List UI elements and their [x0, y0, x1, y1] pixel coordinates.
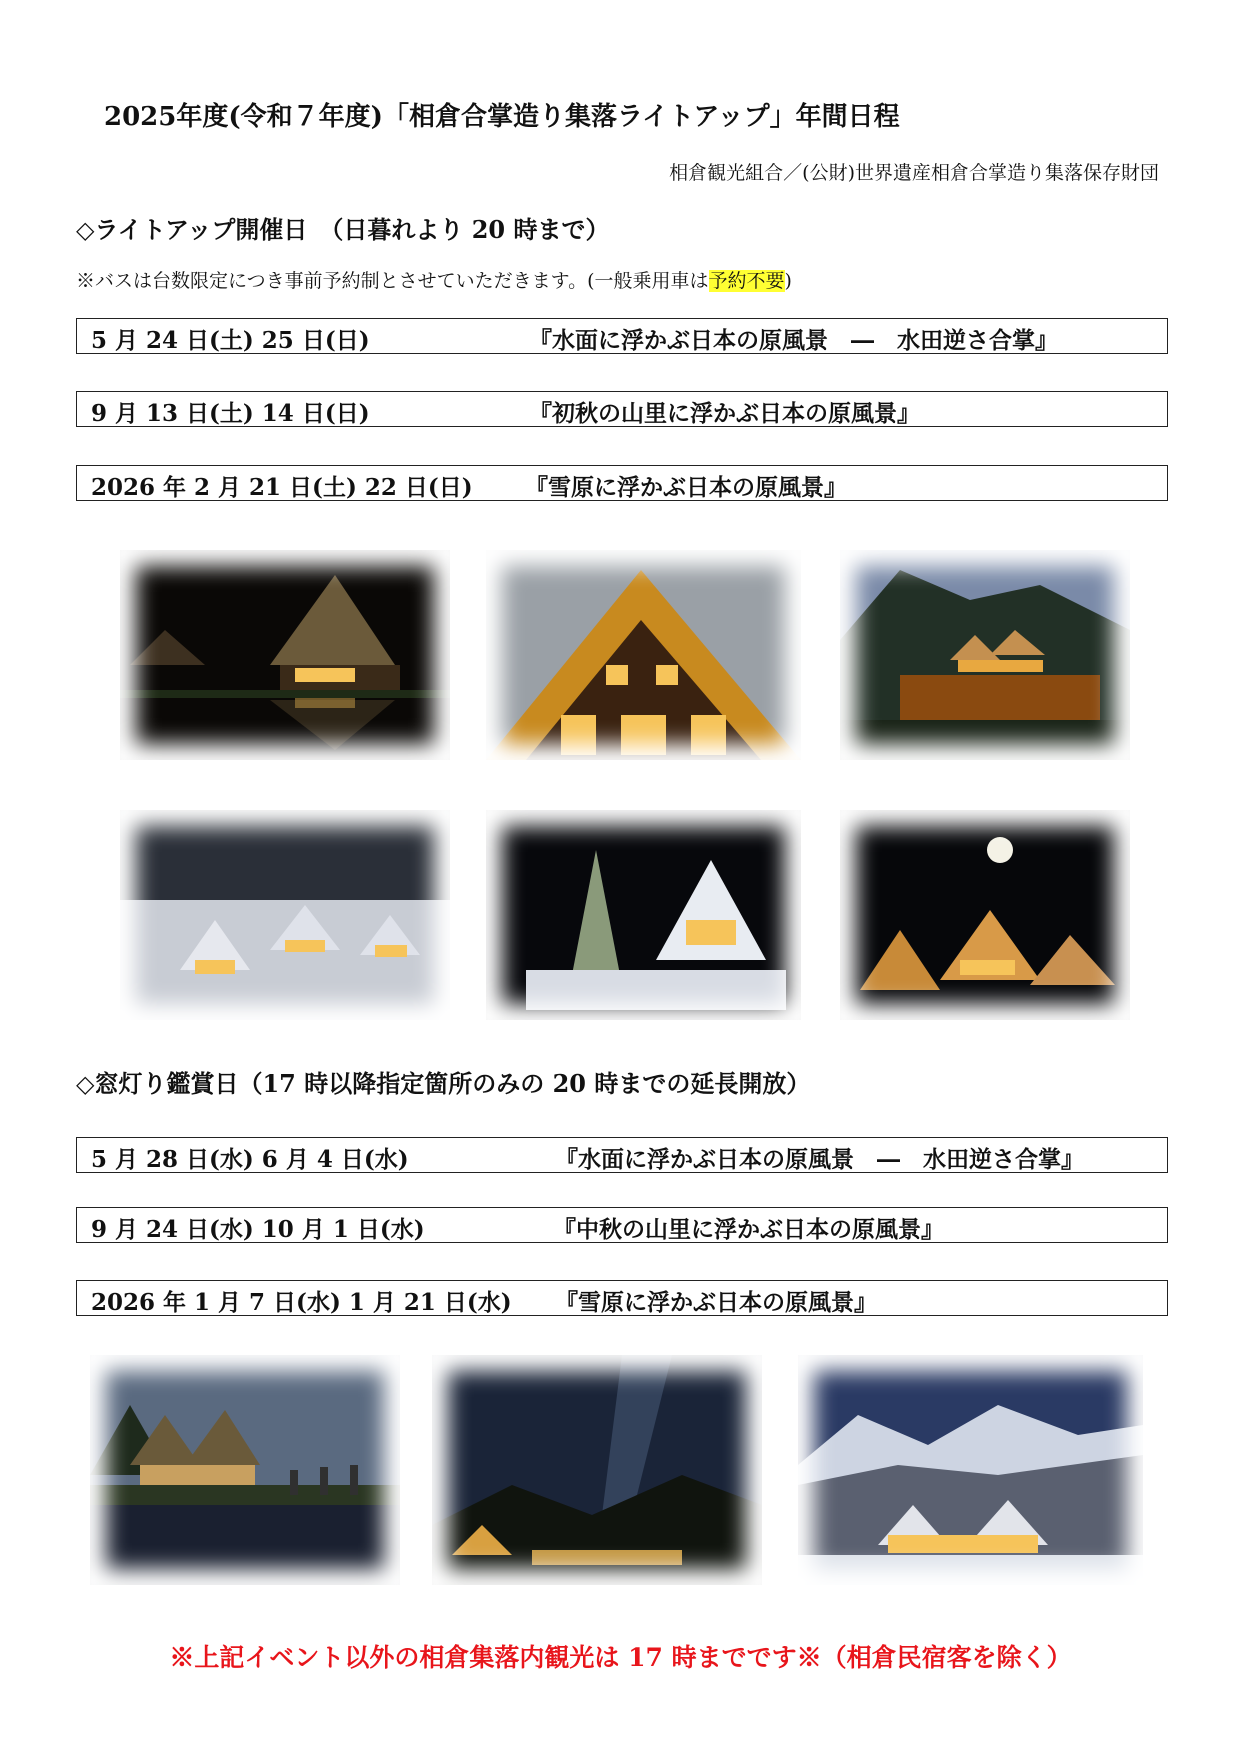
window-event-2 [76, 1207, 1168, 1243]
photo-snow-mountain-village [798, 1355, 1143, 1585]
event-theme: 『中秋の山里に浮かぶ日本の原風景』 [553, 1216, 944, 1243]
organizer: 相倉観光組合／(公財)世界遺産相倉合掌造り集落保存財団 [669, 162, 1159, 184]
page-title: 2025年度(令和７年度)「相倉合掌造り集落ライトアップ」年間日程 [104, 102, 900, 132]
event-theme: 『水面に浮かぶ日本の原風景 ― 水田逆さ合掌』 [555, 1146, 1084, 1173]
photo-rice-field-reflection [120, 550, 450, 760]
event-date: 5 月 28 日(水) 6 月 4 日(水) [91, 1146, 409, 1173]
bus-reservation-note: ※バスは台数限定につき事前予約制とさせていただきます。(一般乗用車は予約不要) [76, 270, 792, 292]
photo-visitors-rice-field [90, 1355, 400, 1585]
event-theme: 『雪原に浮かぶ日本の原風景』 [525, 474, 847, 501]
photo-full-moon-gassho [840, 810, 1130, 1020]
lightup-event-1 [76, 318, 1168, 354]
highlight-no-reservation: 予約不要 [708, 270, 785, 292]
lightup-event-2 [76, 391, 1168, 427]
window-event-1 [76, 1137, 1168, 1173]
photo-snow-village-overview [120, 810, 450, 1020]
window-event-3 [76, 1280, 1168, 1316]
event-date: 2026 年 1 月 7 日(水) 1 月 21 日(水) [91, 1289, 512, 1316]
photo-thatched-gable [486, 550, 801, 760]
window-viewing-heading: ◇窓灯り鑑賞日（17 時以降指定箇所のみの 20 時までの延長開放） [76, 1069, 811, 1098]
event-date: 2026 年 2 月 21 日(土) 22 日(日) [91, 474, 473, 501]
event-theme: 『初秋の山里に浮かぶ日本の原風景』 [529, 400, 920, 427]
footer-notice: ※上記イベント以外の相倉集落内観光は 17 時までです※（相倉民宿客を除く） [169, 1643, 1072, 1672]
event-theme: 『雪原に浮かぶ日本の原風景』 [555, 1289, 877, 1316]
lightup-heading: ◇ライトアップ開催日 （日暮れより 20 時まで） [76, 215, 610, 244]
event-theme: 『水面に浮かぶ日本の原風景 ― 水田逆さ合掌』 [529, 327, 1058, 354]
event-date: 9 月 13 日(土) 14 日(日) [91, 400, 370, 427]
photo-mountain-dusk-village [840, 550, 1130, 760]
photo-milky-way-village [432, 1355, 762, 1585]
event-date: 9 月 24 日(水) 10 月 1 日(水) [91, 1216, 425, 1243]
lightup-event-3 [76, 465, 1168, 501]
event-date: 5 月 24 日(土) 25 日(日) [91, 327, 370, 354]
photo-snow-tree-gassho [486, 810, 801, 1020]
